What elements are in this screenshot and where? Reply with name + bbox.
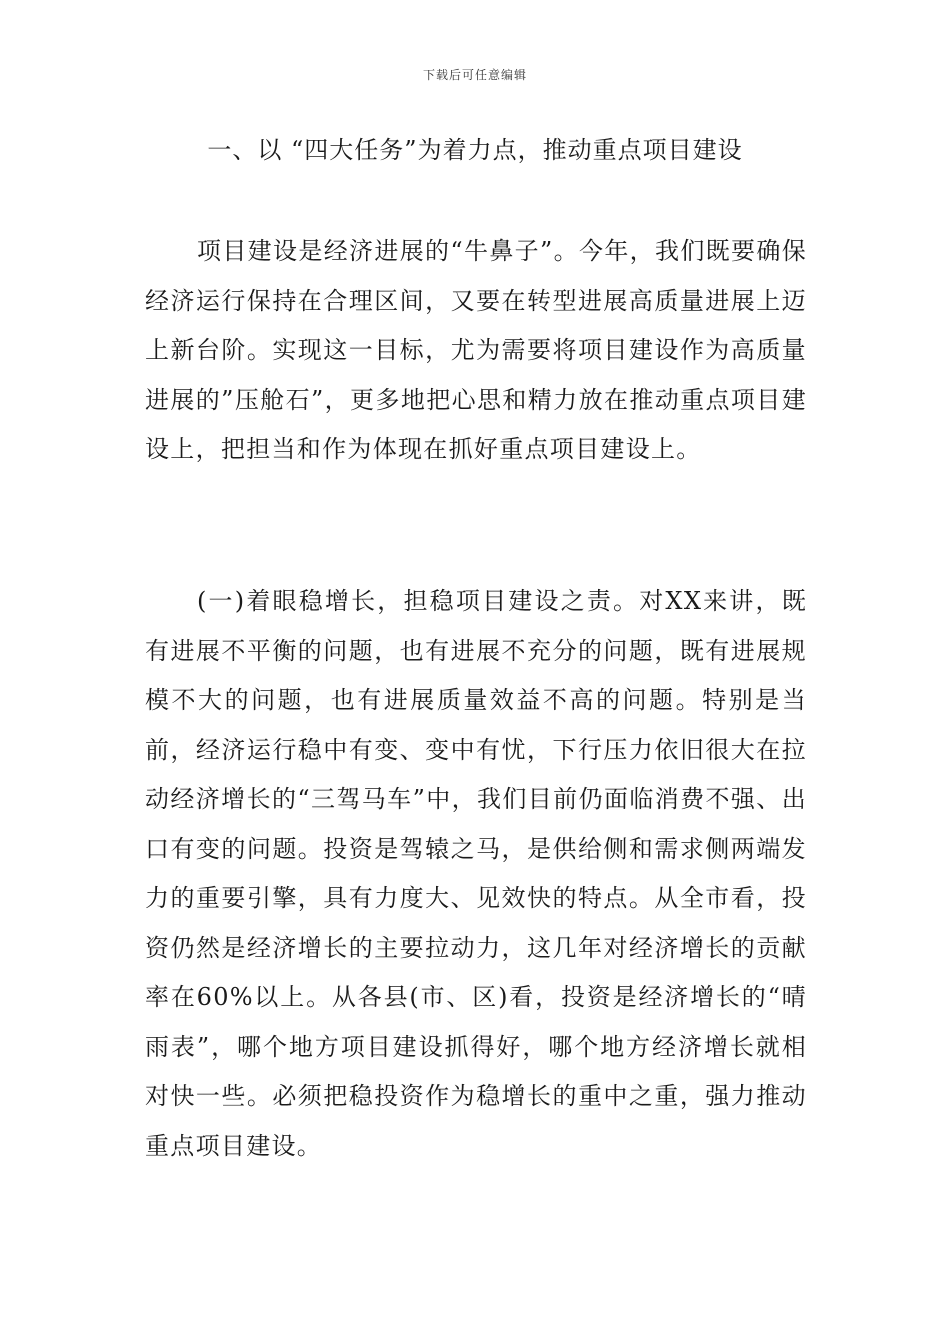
paragraph-1: 项目建设是经济进展的“牛鼻子”。今年，我们既要确保经济运行保持在合理区间，又要在转型进展高质量进展上迈上新台阶。实现这一目标，尤为需要将项目建设作为高质量进展的”压舱石”，更多地把心思和精力放在推动重点项目建设上，把担当和作为体现在抓好重点项目建设上。 [145, 237, 807, 463]
section-heading: 一、以 “四大任务”为着力点，推动重点项目建设 [207, 136, 743, 164]
paragraph-2: (一)着眼稳增长，担稳项目建设之责。对XX来讲，既有进展不平衡的问题，也有进展不充分的问题，既有进展规模不大的问题，也有进展质量效益不高的问题。特别是当前，经济运行稳中有变、变中有忧，下行压力依旧很大在拉动经济增长的“三驾马车”中，我们目前仍面临消费不强、出口有变的问题。投资是驾辕之马，是供给侧和需求侧两端发力的重要引擎，具有力度大、见效快的特点。从全市看，投资仍然是经济增长的主要拉动力，这几年对经济增长的贡献率在60%以上。从各县(市、区)看，投资是经济增长的“晴雨表”，哪个地方项目建设抓得好，哪个地方经济增长就相对快一些。必须把稳投资作为稳增长的重中之重，强力推动重点项目建设。 [145, 587, 807, 1160]
page-header: 下载后可任意编辑 [422, 68, 527, 82]
